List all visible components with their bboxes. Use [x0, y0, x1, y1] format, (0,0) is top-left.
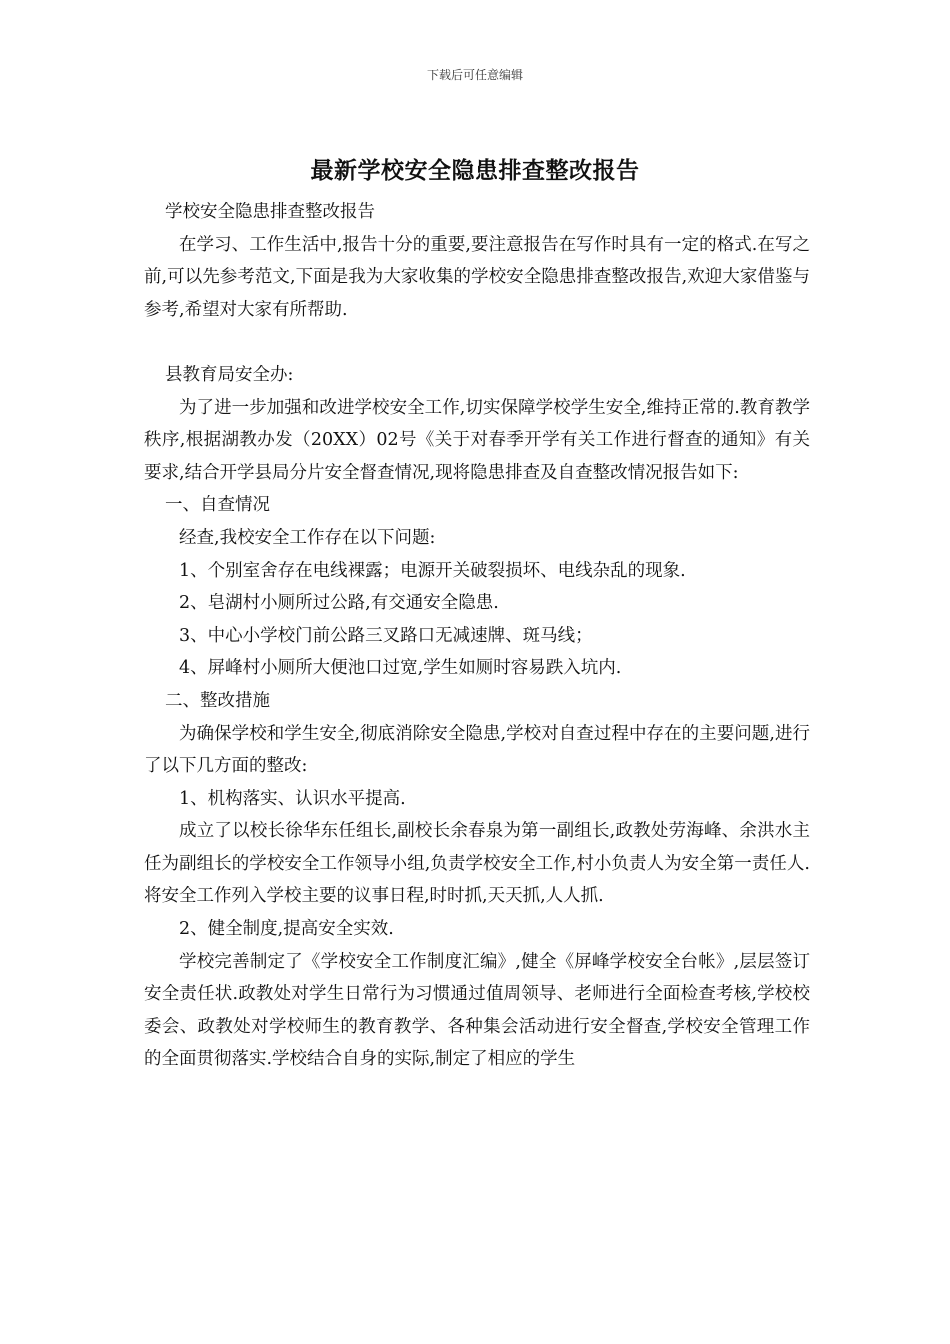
paragraph-measures-intro: 为确保学校和学生安全,彻底消除安全隐患,学校对自查过程中存在的主要问题,进行了以下几方面的整改:: [144, 723, 810, 777]
list-item: 4、屏峰村小厕所大便池口过宽,学生如厕时容易跌入坑内.: [179, 658, 622, 679]
document-body: [144, 196, 810, 1076]
section-heading-measures: 二、整改措施: [165, 690, 270, 711]
paragraph-intro: 在学习、工作生活中,报告十分的重要,要注意报告在写作时具有一定的格式.在写之前,可以先参考范文,下面是我为大家收集的学校安全隐患排查整改报告,欢迎大家借鉴与参考,希望对大家有所帮助.: [144, 234, 810, 320]
list-item: 1、个别室舍存在电线裸露；电源开关破裂损坏、电线杂乱的现象.: [179, 560, 686, 581]
paragraph-addressee: 县教育局安全办:: [165, 364, 294, 385]
list-item: 3、中心小学校门前公路三叉路口无减速牌、斑马线；: [179, 625, 593, 646]
paragraph-organization: 成立了以校长徐华东任组长,副校长余春泉为第一副组长,政教处劳海峰、余洪水主任为副组长的学校安全工作领导小组,负责学校安全工作,村小负责人为安全第一责任人.将安全工作列入学校主要的议事日程,时时抓,天天抓,人人抓.: [144, 821, 810, 907]
list-item: 2、健全制度,提高安全实效.: [179, 919, 394, 940]
list-item: 1、机构落实、认识水平提高.: [179, 788, 406, 809]
paragraph-check-summary: 经查,我校安全工作存在以下问题:: [179, 527, 436, 548]
list-item: 2、皂湖村小厕所过公路,有交通安全隐患.: [179, 593, 499, 614]
document-title: 最新学校安全隐患排查整改报告: [310, 157, 640, 184]
blank-line: [144, 326, 810, 359]
paragraph-background: 为了进一步加强和改进学校安全工作,切实保障学校学生安全,维持正常的.教育教学秩序,根据湖教办发（20XX）02号《关于对春季开学有关工作进行督查的通知》有关要求,结合开学县局分片安全督查情况,现将隐患排查及自查整改情况报告如下:: [144, 397, 810, 483]
section-heading-self-check: 一、自查情况: [165, 495, 270, 516]
paragraph-subtitle: 学校安全隐患排查整改报告: [165, 202, 375, 222]
header-note: 下载后可任意编辑: [426, 68, 523, 82]
paragraph-regulations: 学校完善制定了《学校安全工作制度汇编》,健全《屏峰学校安全台帐》,层层签订安全责任状.政教处对学生日常行为习惯通过值周领导、老师进行全面检查考核,学校校委会、政教处对学校师生的教育教学、各种集会活动进行安全督查,学校安全管理工作的全面贯彻落实.学校结合自身的实际,制定了相应的学生: [144, 951, 810, 1070]
